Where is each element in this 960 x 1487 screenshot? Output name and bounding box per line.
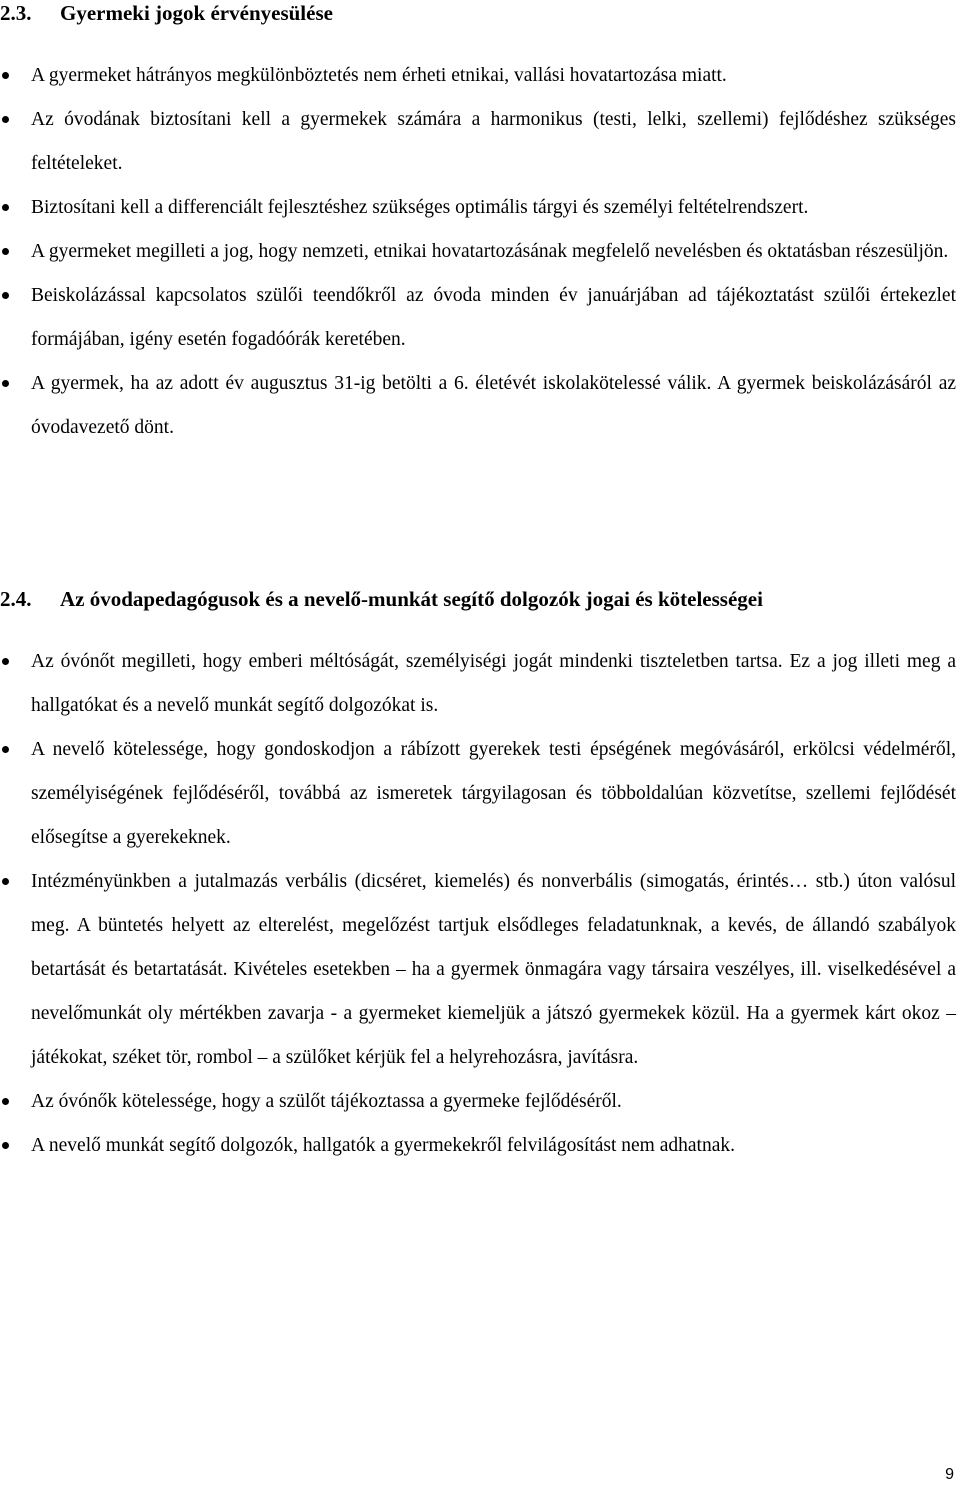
section-number: 2.4. xyxy=(0,587,32,611)
list-item: A nevelő munkát segítő dolgozók, hallgatók a gyermekekről felvilágosítást nem adhatnak. xyxy=(0,1124,956,1168)
section-heading-2-3 xyxy=(0,0,333,26)
list-item: A gyermeket hátrányos megkülönböztetés nem érheti etnikai, vallási hovatartozása miatt. xyxy=(0,54,956,98)
section-number: 2.3. xyxy=(0,1,32,25)
list-item: A gyermeket megilleti a jog, hogy nemzeti, etnikai hovatartozásának megfelelő nevelésben és oktatásban részesüljön. xyxy=(0,230,956,274)
section-title: Az óvodapedagógusok és a nevelő-munkát segítő dolgozók jogai és kötelességei xyxy=(60,587,763,611)
list-item: A gyermek, ha az adott év augusztus 31-ig betölti a 6. életévét iskolakötelessé válik. A gyermek beiskolázásáról az óvodavezető dönt. xyxy=(0,362,956,450)
list-item: Az óvodának biztosítani kell a gyermekek számára a harmonikus (testi, lelki, szellemi) fejlődéshez szükséges feltételeket. xyxy=(0,98,956,186)
bullet-list-staff-rights xyxy=(0,640,956,1168)
list-item: Az óvónők kötelessége, hogy a szülőt tájékoztassa a gyermeke fejlődéséről. xyxy=(0,1080,956,1124)
list-item: Biztosítani kell a differenciált fejlesztéshez szükséges optimális tárgyi és személyi feltételrendszert. xyxy=(0,186,956,230)
section-title: Gyermeki jogok érvényesülése xyxy=(60,1,333,25)
list-item: Beiskolázással kapcsolatos szülői teendőkről az óvoda minden év januárjában ad tájékoztatást szülői értekezlet formájában, igény esetén fogadóórák keretében. xyxy=(0,274,956,362)
section-heading-2-4 xyxy=(0,586,763,612)
list-item: Intézményünkben a jutalmazás verbális (dicséret, kiemelés) és nonverbális (simogatás, érintés… stb.) úton valósul meg. A büntetés helyett az elterelést, megelőzést tartjuk elsődleges feladatunknak, a kevés, de állandó szabályok betartását és betartatását. Kivételes esetekben – ha a gyermek önmagára vagy társaira veszélyes, ill. viselkedésével a nevelőmunkát oly mértékben zavarja - a gyermeket kiemeljük a játszó gyermekek közül. Ha a gyermek kárt okoz – játékokat, széket tör, rombol – a szülőket kérjük fel a helyrehozásra, javításra. xyxy=(0,860,956,1080)
bullet-list-children-rights xyxy=(0,54,956,450)
page-number: 9 xyxy=(945,1466,954,1483)
list-item: Az óvónőt megilleti, hogy emberi méltóságát, személyiségi jogát mindenki tiszteletben tartsa. Ez a jog illeti meg a hallgatókat és a nevelő munkát segítő dolgozókat is. xyxy=(0,640,956,728)
list-item: A nevelő kötelessége, hogy gondoskodjon a rábízott gyerekek testi épségének megóvásáról, erkölcsi védelméről, személyiségének fejlődéséről, továbbá az ismeretek tárgyilagosan és többoldalúan közvetítse, szellemi fejlődését elősegítse a gyerekeknek. xyxy=(0,728,956,860)
